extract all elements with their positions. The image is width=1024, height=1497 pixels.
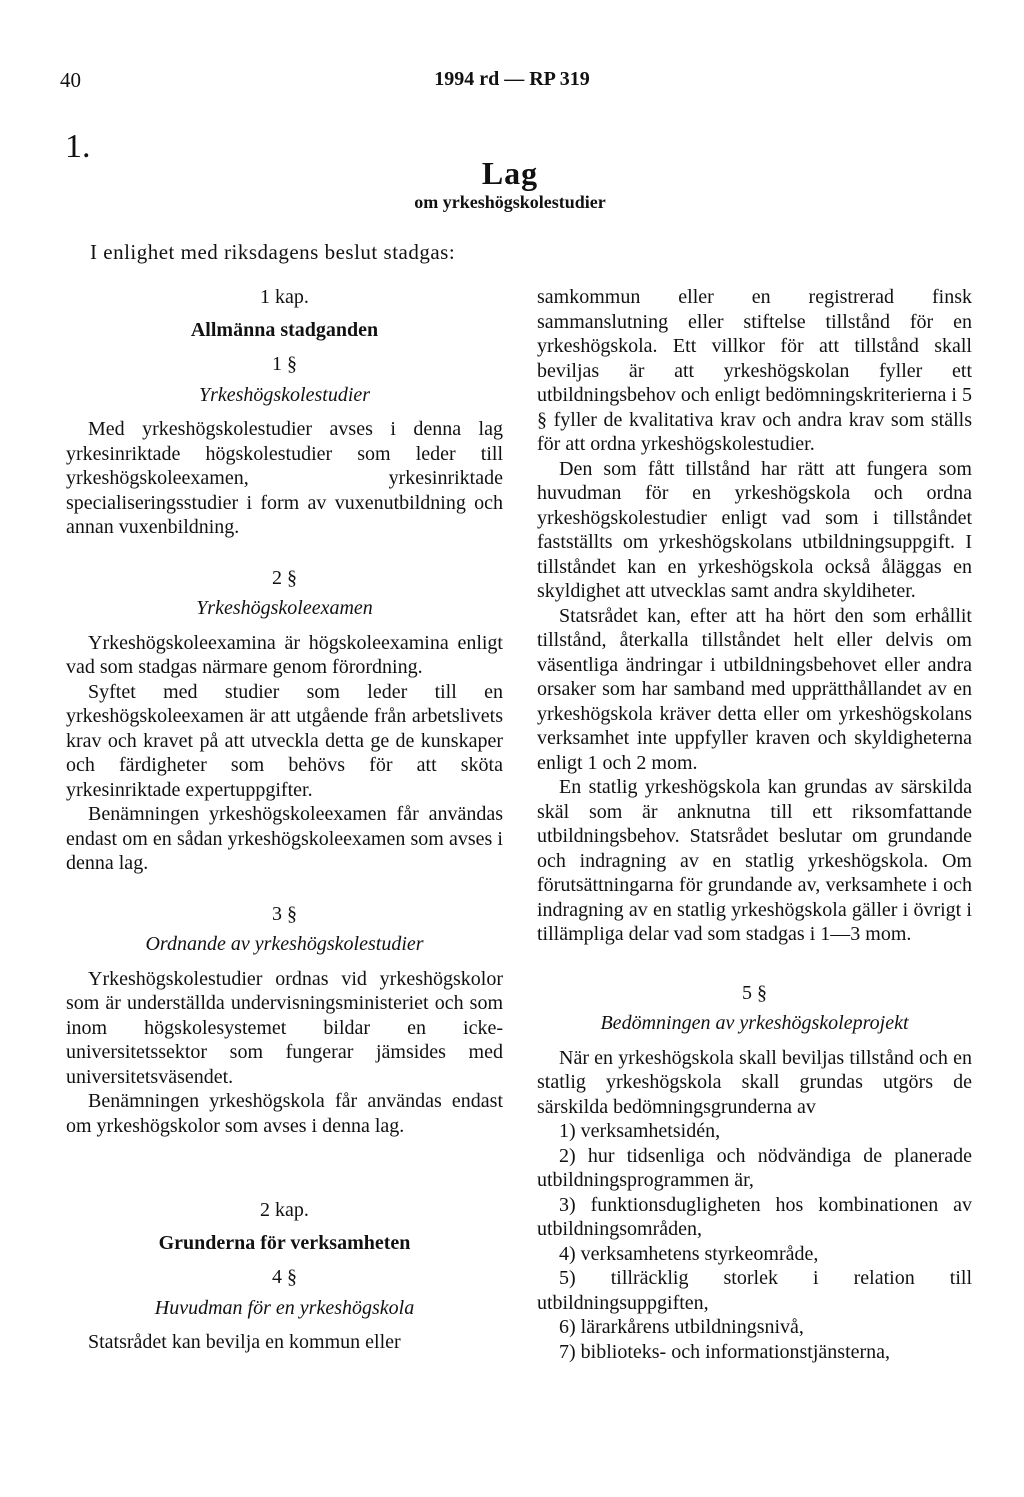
criteria-list — [537, 1119, 972, 1364]
section-1-title: Yrkeshögskolestudier — [198, 383, 371, 406]
chapter-1-label: 1 kap. — [260, 286, 309, 308]
page-number: 40 — [60, 68, 81, 92]
section-4-text-continued: samkommun eller en registrerad finsk sammanslutning eller stiftelse tillstånd för en yrkeshögskola. Ett villkor för att tillstånd skall beviljas är att yrkeshögskolan fyller ett utbildningsbehov och enligt bedömningskriterierna i 5 § fyller de kvalitativa krav och andra krav som ställs för att ordna yrkeshögskolestudier. — [537, 286, 972, 455]
running-head: 1994 rd — RP 319 — [434, 68, 590, 90]
criteria-item: 3) funktionsdugligheten hos kombinationen av utbildningsområden, — [537, 1193, 972, 1240]
chapter-2-title: Grunderna för verksamheten — [158, 1231, 411, 1254]
section-5-title: Bedömningen av yrkeshögskoleprojekt — [600, 1012, 909, 1034]
section-2-paragraph-3: Benämningen yrkeshögskoleexamen får användas endast om en sådan yrkeshögskoleexamen som avses i denna lag. — [66, 803, 503, 874]
section-2-paragraph-1: Yrkeshögskoleexamina är högskoleexamina enligt vad som stadgas närmare genom förordning. — [66, 631, 503, 678]
section-2-number: 2 § — [272, 566, 297, 589]
criteria-item: 4) verksamhetens styrkeområde, — [559, 1242, 819, 1265]
section-4-number: 4 § — [272, 1266, 297, 1288]
section-3-number: 3 § — [272, 902, 297, 925]
chapter-1-title: Allmänna stadganden — [190, 318, 379, 341]
left-column — [66, 285, 503, 1355]
section-4-paragraph-2: Den som fått tillstånd har rätt att fungera som huvudman för en yrkeshögskola och ordna yrkeshögskolestudier enligt vad som i tillståndet fastställts om yrkeshögskolans utbildningsuppgift. I tillståndet kan en yrkeshögskola också åläggas en skyldighet att utvecklas samt andra skyldiheter. — [537, 457, 972, 602]
section-3-paragraph-1: Yrkeshögskolestudier ordnas vid yrkeshögskolor som är underställda undervisningsministeriet och som inom högskolesystemet bildar en icke-universitetssektor som fungerar jämsides med universitetsväsendet. — [66, 967, 503, 1088]
section-3-paragraph-2: Benämningen yrkeshögskola får användas endast om yrkeshögskolor som avses i denna lag. — [66, 1090, 503, 1137]
section-2-title: Yrkeshögskoleexamen — [196, 597, 373, 619]
criteria-item: 1) verksamhetsidén, — [559, 1120, 721, 1142]
enactment-clause: I enlighet med riksdagens beslut stadgas: — [90, 240, 456, 264]
section-4-title: Huvudman för en yrkeshögskola — [154, 1296, 415, 1319]
law-subtitle: om yrkeshögskolestudier — [414, 192, 606, 212]
law-title: Lag — [481, 155, 539, 191]
criteria-item: 5) tillräcklig storlek i relation till utbildningsuppgiften, — [537, 1267, 972, 1314]
chapter-2-label: 2 kap. — [260, 1199, 309, 1221]
section-2-paragraph-2: Syftet med studier som leder till en yrkeshögskoleexamen är att utgående från arbetslivets krav och kravet på att utveckla detta ge de kunskaper och färdigheter som behövs för att sköta yrkesinriktade expertuppgifter. — [66, 680, 503, 801]
right-column — [537, 285, 972, 1364]
criteria-item: 2) hur tidsenliga och nödvändiga de planerade utbildningsprogrammen är, — [537, 1144, 972, 1191]
law-number: 1. — [65, 128, 91, 165]
section-1-text: Med yrkeshögskolestudier avses i denna lag yrkesinriktade högskolestudier som leder till yrkeshögskoleexamen, yrkesinriktade specialiseringsstudier i form av vuxenutbildning och annan vuxenbildning. — [66, 418, 503, 538]
section-1-number: 1 § — [272, 353, 297, 375]
section-4-paragraph-4: En statlig yrkeshögskola kan grundas av särskilda skäl som är anknutna till ett riksomfattande utbildningsbehov. Statsrådet beslutar om grundande och indragning av en statlig yrkeshögskola. Om förutsättningarna för grundande av, verksamhete i och indragning av en statlig yrkeshögskola gäller i övrigt i tillämpliga delar vad som stadgas i 1—3 mom. — [537, 776, 972, 945]
section-5-intro: När en yrkeshögskola skall beviljas tillstånd och en statlig yrkeshögskola skall grundas utgörs de särskilda bedömningsgrunderna av — [537, 1046, 972, 1118]
section-5-number: 5 § — [742, 981, 767, 1004]
section-3-title: Ordnande av yrkeshögskolestudier — [145, 933, 424, 955]
section-4-text-start: Statsrådet kan bevilja en kommun eller — [88, 1331, 401, 1353]
criteria-item: 7) biblioteks- och informationstjänsterna, — [559, 1340, 891, 1363]
criteria-item: 6) lärarkårens utbildningsnivå, — [559, 1316, 804, 1338]
section-4-paragraph-3: Statsrådet kan, efter att ha hört den som erhållit tillstånd, återkalla tillståndet helt eller delvis om väsentliga ändringar i utbildningsbehovet eller andra orsaker som har samband med upprätthållandet av en yrkeshögskola kräver detta eller om yrkeshögskolans verksamhet inte uppfyller kraven och skyldigheterna enligt 1 och 2 mom. — [537, 604, 972, 774]
